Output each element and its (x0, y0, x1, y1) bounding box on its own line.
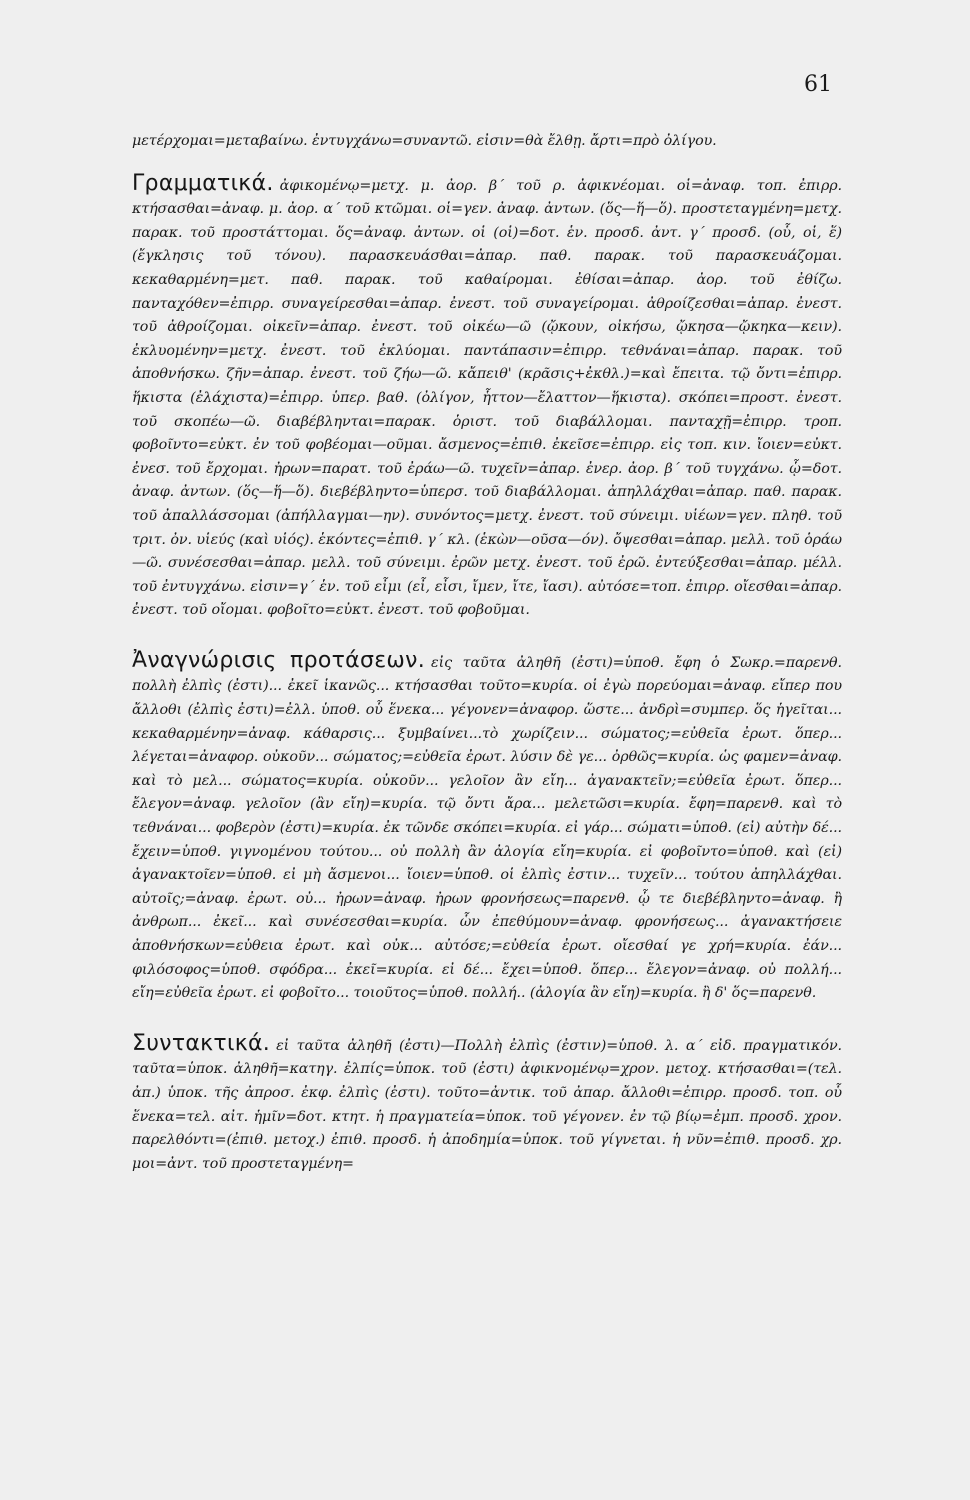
section-text: εἰς ταῦτα ἀληθῆ (ἐστι)=ὑποθ. ἔφη ὁ Σωκρ.=παρενθ. πολλὴ ἐλπὶς (ἐστι)... ἐκεῖ ἱκανῶς... κτήσασθαι τοῦτο=κυρία. οἱ ἐγὼ πορεύομαι=ἀναφ. εἴπερ που ἄλλοθι (ἐλπὶς ἐστι)=ἐλλ. ὑποθ. οὗ ἕνεκα... γέγονεν=ἀναφορ. ὥστε... ἀνδρὶ=συμπερ. ὅς ἡγεῖται... κεκαθαρμένην=ἀναφ. κάθαρσις... ξυμβαίνει...τὸ χωρίζειν... σώματος;=εὐθεῖα ἐρωτ. ὅπερ... λέγεται=ἀναφορ. οὐκοῦν... σώματος;=εὐθεῖα ἐρωτ. λύσιν δὲ γε... ὀρθῶς=κυρία. ὡς φαμεν=ἀναφ. καὶ τὸ μελ... σώματος=κυρία. οὐκοῦν... γελοῖον ἂν εἴη... ἀγανακτεῖν;=εὐθεῖα ἐρωτ. ὅπερ... ἔλεγον=ἀναφ. γελοῖον (ἂν εἴη)=κυρία. τῷ ὄντι ἄρα... μελετῶσι=κυρία. ἔφη=παρενθ. καὶ τὸ τεθνάναι... φοβερὸν (ἐστι)=κυρία. ἐκ τῶνδε σκόπει=κυρία. εἰ γάρ... σώματι=ὑποθ. (εἰ) αὐτὴν δέ... ἔχειν=ὑποθ. γιγνομένου τούτου... οὐ πολλὴ ἂν ἀλογία εἴη=κυρία. εἰ φοβοῖντο=ὑποθ. καὶ (εἰ) ἀγανακτοῖεν=ὑποθ. εἰ μὴ ἄσμενοι... ἴοιεν=ὑποθ. οἱ ἐλπὶς ἐστιν... τυχεῖν... τούτου ἀπηλλάχθαι. αὐτοῖς;=ἀναφ. ἐρωτ. οὐ... ἠρων=ἀναφ. ἠρων φρονήσεως=παρενθ. ᾧ τε διεβέβληντο=ἀναφ. ἢ ἀνθρωπ... ἐκεῖ... καὶ συνέσεσθαι=κυρία. ὧν ἐπεθύμουν=ἀναφ. φρονήσεως... ἀγανακτήσειε ἀποθνήσκων=εὐθεια ἐρωτ. καὶ οὐκ... αὐτόσε;=εὐθεία ἐρωτ. οἴεσθαί γε χρή=κυρία. ἐάν... φιλόσοφος=ὑποθ. σφόδρα... ἐκεῖ=κυρία. εἰ δέ... ἔχει=ὑποθ. ὅπερ... ἔλεγον=ἀναφ. οὐ πολλή... εἴη=εὐθεῖα ἐρωτ. εἰ φοβοῖτο... τοιοῦτος=ὑποθ. πολλή.. (ἀλογία ἂν εἴη)=κυρία. ἢ δ' ὅς=παρενθ. (132, 654, 842, 1002)
section-syntax (132, 1032, 842, 1177)
intro-block (132, 130, 842, 154)
section-text: εἰ ταῦτα ἀληθῆ (ἐστι)—Πολλὴ ἐλπὶς (ἐστιν)=ὑποθ. λ. α΄ εἰδ. πραγματικόν. ταῦτα=ὑποκ. ἀληθῆ=κατηγ. ἐλπίς=ὑποκ. τοῦ (ἐστι) ἀφικνομένῳ=χρον. μετοχ. κτήσασθαι=(τελ. ἀπ.) ὑποκ. τῆς ἀπροσ. ἐκφ. ἐλπὶς (ἐστι). τοῦτο=ἀντικ. τοῦ ἀπαρ. ἄλλοθι=ἐπιρρ. προσδ. τοπ. οὗ ἕνεκα=τελ. αἰτ. ἡμῖν=δοτ. κτητ. ἡ πραγματεία=ὑποκ. τοῦ γέγονεν. ἐν τῷ βίῳ=ἐμπ. προσδ. χρον. παρελθόντι=(ἐπιθ. μετοχ.) ἐπιθ. προσδ. ἡ ἀποδημία=ὑποκ. τοῦ γίγνεται. ἡ νῦν=ἐπιθ. προσδ. χρ. μοι=ἀντ. τοῦ προστεταγμένη= (132, 1037, 842, 1172)
section-title: Γραμματικά. (132, 170, 274, 196)
section-title: Συντακτικά. (132, 1030, 271, 1056)
section-title: Ἀναγνώρισις προτάσεων. (132, 647, 426, 673)
section-clause-recognition (132, 649, 842, 1006)
section-text: ἀφικομένῳ=μετχ. μ. ἀορ. β΄ τοῦ ρ. ἀφικνέομαι. οἱ=ἀναφ. τοπ. ἐπιρρ. κτήσασθαι=ἀναφ. μ. ἀορ. α΄ τοῦ κτῶμαι. οἱ=γεν. ἀναφ. ἀντων. (ὅς—ἥ—ὅ). προστεταγμένη=μετχ. παρακ. τοῦ προστάττομαι. ὅς=ἀναφ. ἀντων. οἱ (οἱ)=δοτ. ἑν. προσδ. ἀντ. γ΄ προσδ. (οὗ, οἱ, ἕ) (ἔγκλησις τοῦ τόνου). παρασκευάσθαι=ἀπαρ. παθ. παρακ. τοῦ παρασκευάζομαι. κεκαθαρμένη=μετ. παθ. παρακ. τοῦ καθαίρομαι. ἐθίσαι=ἀπαρ. ἀορ. τοῦ ἐθίζω. πανταχόθεν=ἐπιρρ. συναγείρεσθαι=ἀπαρ. ἐνεστ. τοῦ συναγείρομαι. ἀθροίζεσθαι=ἀπαρ. ἐνεστ. τοῦ ἀθροίζομαι. οἰκεῖν=ἀπαρ. ἐνεστ. τοῦ οἰκέω—ῶ (ᾤκουν, οἰκήσω, ᾤκησα—ᾤκηκα—κειν). ἐκλυομένην=μετχ. ἐνεστ. τοῦ ἐκλύομαι. παντάπασιν=ἐπιρρ. τεθνάναι=ἀπαρ. παρακ. τοῦ ἀποθνήσκω. ζῆν=ἀπαρ. ἐνεστ. τοῦ ζήω—ῶ. κἄπειθ' (κρᾶσις+ἐκθλ.)=καὶ ἔπειτα. τῷ ὄντι=ἐπιρρ. ἥκιστα (ἐλάχιστα)=ἐπιρρ. ὑπερ. βαθ. (ὀλίγον, ἧττον—ἔλαττον—ἥκιστα). σκόπει=προστ. ἐνεστ. τοῦ σκοπέω—ῶ. διαβέβληνται=παρακ. ὁριστ. τοῦ διαβάλλομαι. πανταχῇ=ἐπιρρ. τροπ. φοβοῖντο=εὐκτ. ἐν τοῦ φοβέομαι—οῦμαι. ἄσμενος=ἐπιθ. ἐκεῖσε=ἐπιρρ. εἰς τοπ. κιν. ἴοιεν=εὐκτ. ἐνεσ. τοῦ ἔρχομαι. ἠρων=παρατ. τοῦ ἐράω—ῶ. τυχεῖν=ἀπαρ. ἐνερ. ἀορ. β΄ τοῦ τυγχάνω. ᾧ=δοτ. ἀναφ. ἀντων. (ὅς—ἥ—ὅ). διεβέβληντο=ὑπερσ. τοῦ διαβάλλομαι. ἀπηλλάχθαι=ἀπαρ. παθ. παρακ. τοῦ ἀπαλλάσσομαι (ἀπήλλαγμαι—ην). συνόντος=μετχ. ἐνεστ. τοῦ σύνειμι. υἱέων=γεν. πληθ. τοῦ τριτ. ὀν. υἱεύς (καὶ υἱός). ἑκόντες=ἐπιθ. γ΄ κλ. (ἑκὼν—οῦσα—όν). ὄψεσθαι=ἀπαρ. μελλ. τοῦ ὁράω—ῶ. συνέσεσθαι=ἀπαρ. μελλ. τοῦ σύνειμι. ἐρῶν μετχ. ἐνεστ. τοῦ ἐρῶ. ἐντεύξεσθαι=ἀπαρ. μέλλ. τοῦ ἐντυγχάνω. εἰσιν=γ΄ ἑν. τοῦ εἶμι (εἶ, εἶσι, ἴμεν, ἴτε, ἴασι). αὐτόσε=τοπ. ἐπιρρ. οἴεσθαι=ἀπαρ. ἐνεστ. τοῦ οἴομαι. φοβοῖτο=εὐκτ. ἐνεστ. τοῦ φοβοῦμαι. (132, 177, 842, 619)
page-number: 61 (804, 72, 832, 97)
section-grammar (132, 172, 842, 623)
intro-text: μετέρχομαι=μεταβαίνω. ἐντυγχάνω=συναντῶ. εἰσιν=θὰ ἔλθῃ. ἄρτι=πρὸ ὀλίγου. (132, 133, 717, 149)
